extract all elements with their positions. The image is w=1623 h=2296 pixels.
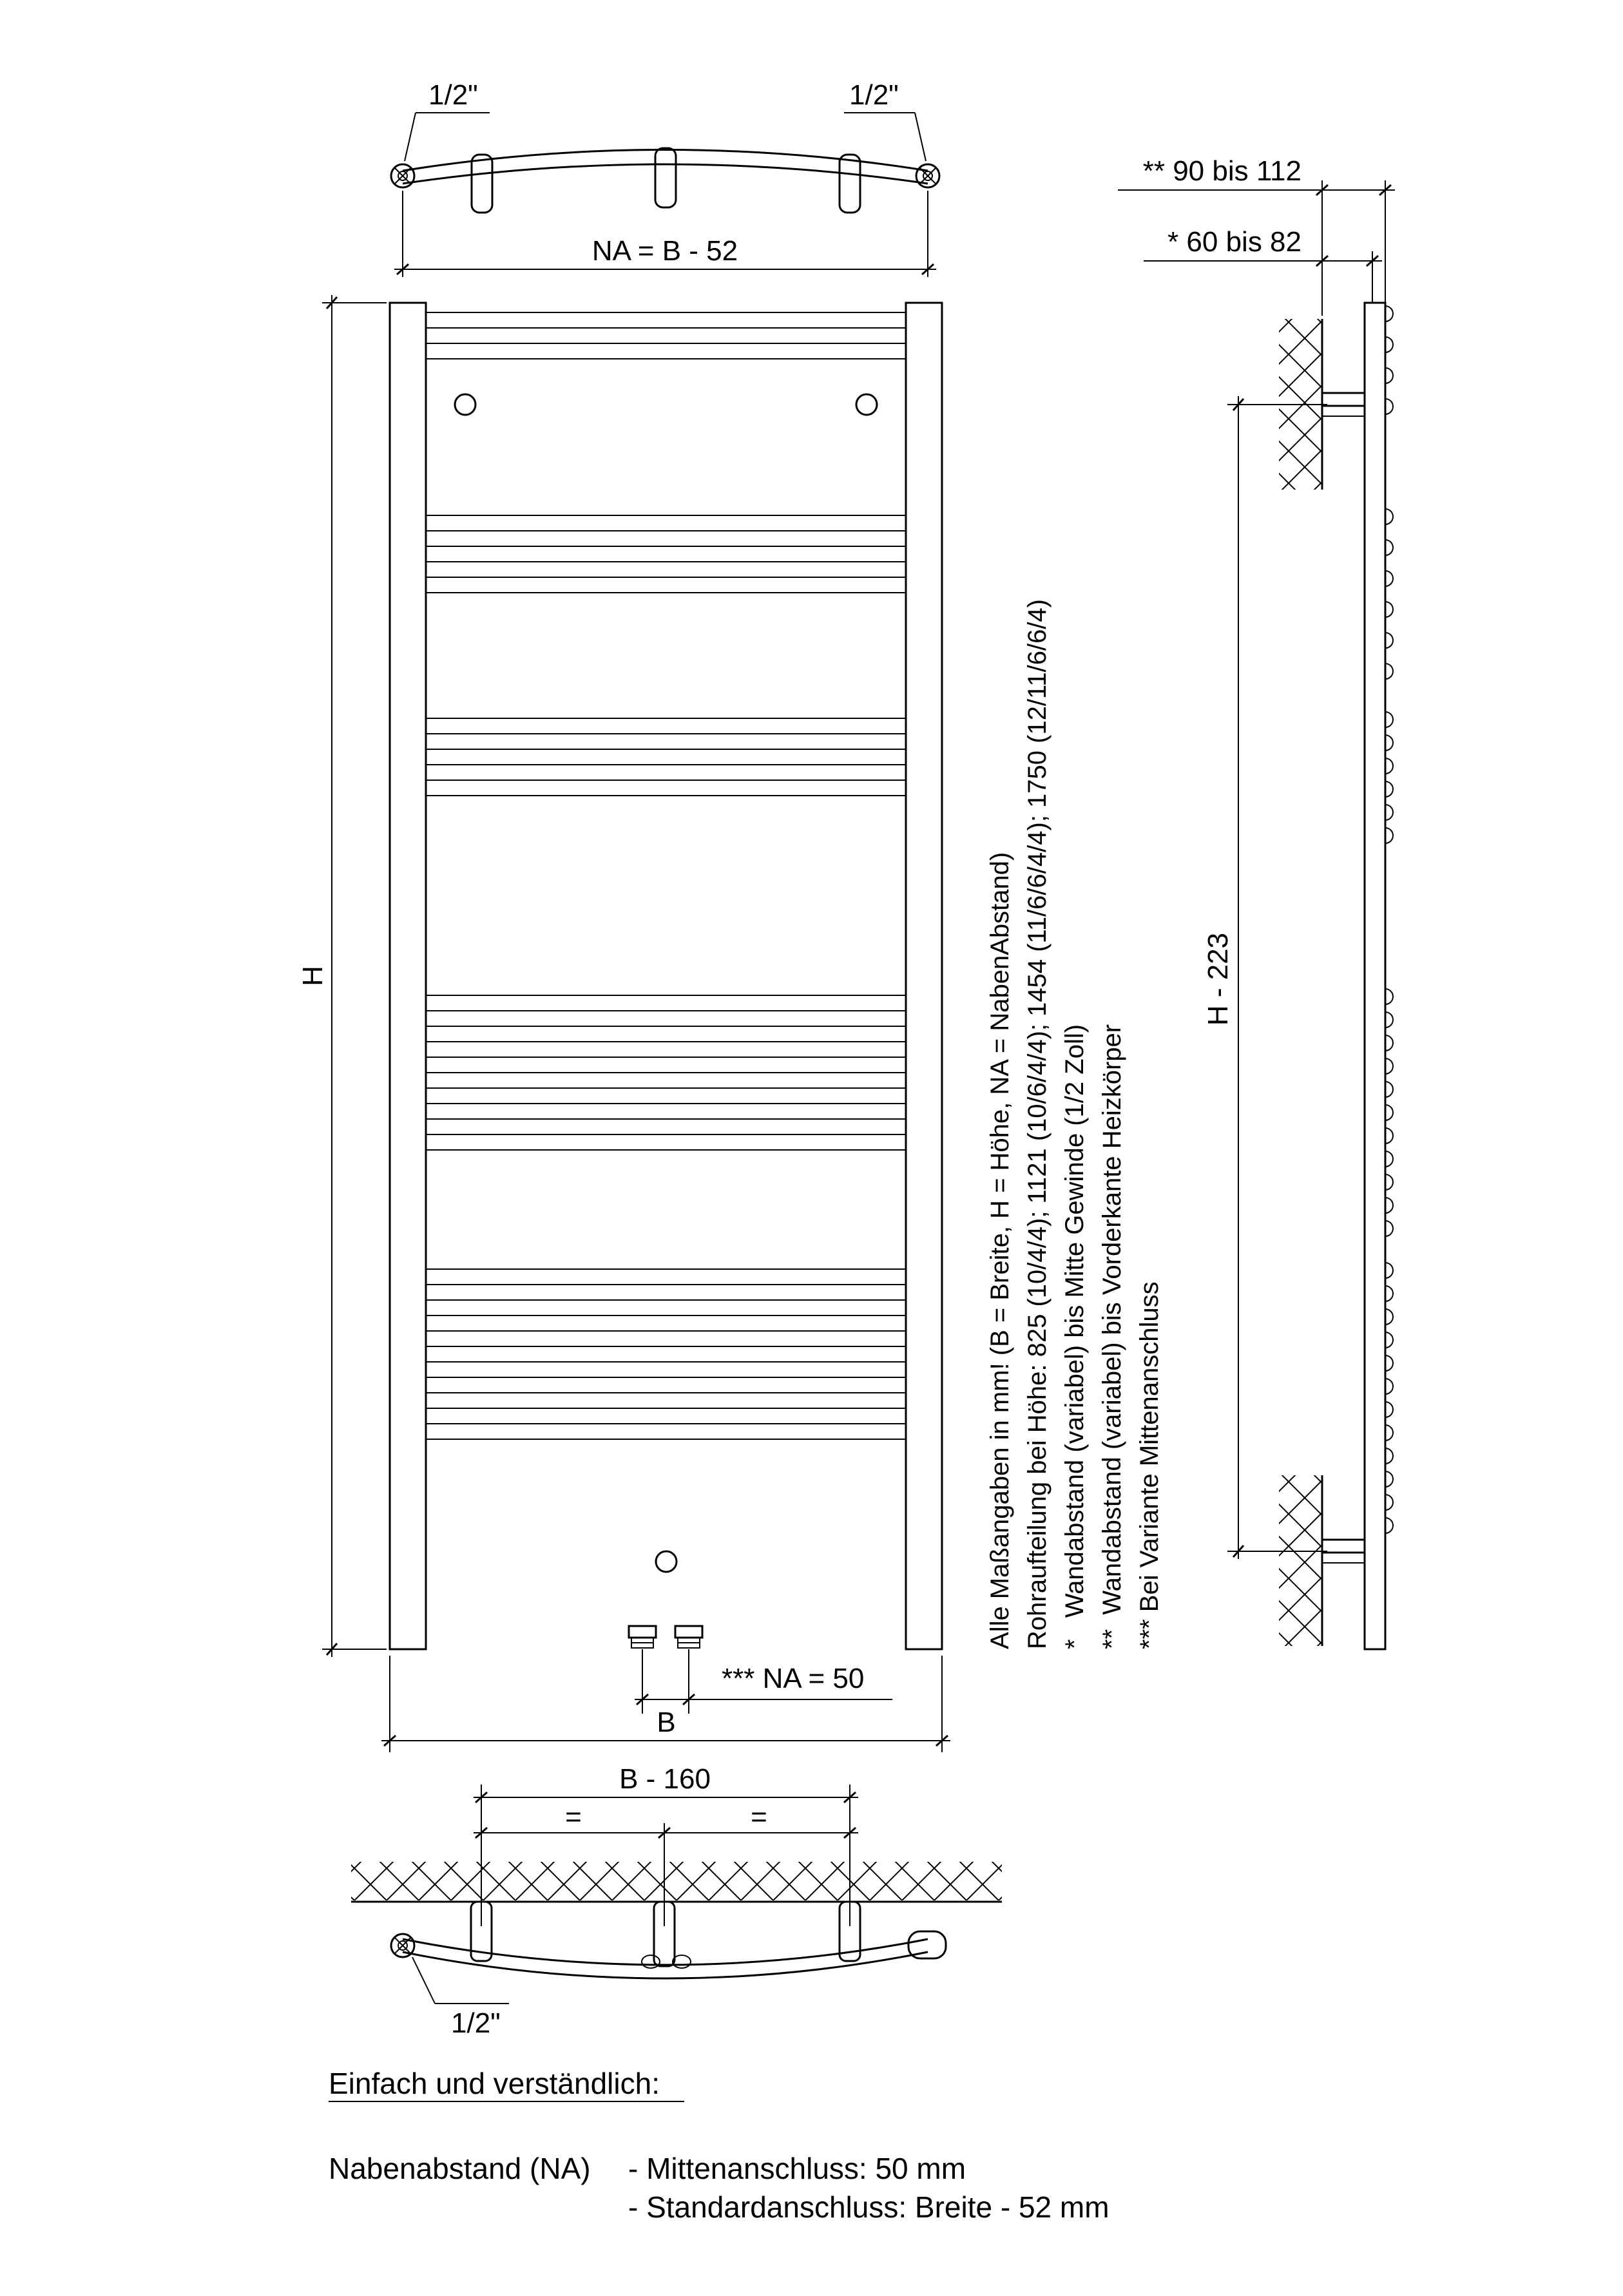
top-view <box>391 79 939 277</box>
bottom-thread-dim <box>412 1957 509 2039</box>
bottom-left-connector <box>391 1934 414 1957</box>
note-line-2: Rohraufteilung bei Höhe: 825 (10/4/4); 1121 (10/6/4/4); 1454 (11/6/6/4/4); 1750 (12/11/6/6/4) <box>1023 599 1052 1649</box>
side-height-label: H - 223 <box>1202 932 1234 1026</box>
note-line-3: * Wandabstand (variabel) bis Mitte Gewinde (1/2 Zoll) <box>1061 1024 1089 1649</box>
footer-legend <box>329 2067 1109 2224</box>
footer-heading: Einfach und verständlich: <box>329 2067 660 2100</box>
notes-block <box>986 599 1164 1649</box>
side-tube <box>1385 805 1393 820</box>
top-left-connector <box>391 164 414 187</box>
side-tube <box>1385 1332 1393 1348</box>
side-tube <box>1385 602 1393 617</box>
side-tube <box>1385 1286 1393 1301</box>
na-label: NA = B - 52 <box>591 235 738 267</box>
side-tube <box>1385 1198 1393 1213</box>
side-tube <box>1385 337 1393 352</box>
bottom-equal-right: = <box>751 1801 767 1833</box>
side-inner-dimension <box>1144 226 1382 303</box>
width-b-label: B <box>657 1707 676 1738</box>
crossbars <box>426 312 906 1439</box>
side-tube <box>1385 306 1393 321</box>
center-na-label: *** NA = 50 <box>722 1663 865 1694</box>
side-tube <box>1385 735 1393 751</box>
note-line-4: ** Wandabstand (variabel) bis Vorderkante Heizkörper <box>1098 1024 1126 1649</box>
side-tubes <box>1385 306 1393 1533</box>
side-tube <box>1385 1402 1393 1417</box>
footer-na-label: Nabenabstand (NA) <box>329 2152 591 2185</box>
side-tube <box>1385 1448 1393 1464</box>
side-tube <box>1385 540 1393 555</box>
front-view <box>297 295 950 1752</box>
bottom-equal-left: = <box>565 1801 582 1833</box>
bottom-width-label: B - 160 <box>619 1763 711 1795</box>
side-tube <box>1385 712 1393 727</box>
side-tube <box>1385 1174 1393 1190</box>
side-tube <box>1385 758 1393 774</box>
top-left-thread-dim <box>405 79 490 161</box>
side-tube <box>1385 1105 1393 1120</box>
side-tube <box>1385 1082 1393 1097</box>
top-right-thread-label: 1/2" <box>849 79 899 111</box>
wall-lower <box>1279 1475 1322 1646</box>
height-h-dimension <box>297 295 387 1657</box>
side-tube <box>1385 989 1393 1004</box>
side-tube <box>1385 1425 1393 1440</box>
side-tube <box>1385 368 1393 383</box>
side-tube <box>1385 828 1393 843</box>
center-na-dimension <box>635 1649 892 1714</box>
side-bottom-bracket <box>1322 1540 1365 1563</box>
side-tube <box>1385 1355 1393 1371</box>
side-tube <box>1385 1151 1393 1167</box>
note-line-5: *** Bei Variante Mittenanschluss <box>1135 1281 1164 1649</box>
side-tube <box>1385 664 1393 679</box>
height-h-label: H <box>297 966 329 986</box>
top-right-connector <box>916 164 939 187</box>
side-tube <box>1385 399 1393 414</box>
na-dimension <box>394 191 936 277</box>
side-outer-label: ** 90 bis 112 <box>1142 155 1301 187</box>
side-tube <box>1385 1012 1393 1028</box>
side-tube <box>1385 1518 1393 1533</box>
side-tube <box>1385 1471 1393 1487</box>
side-tube <box>1385 1221 1393 1236</box>
bottom-center-connector <box>656 1551 677 1572</box>
left-stile <box>390 303 426 1649</box>
note-line-1: Alle Maßangaben in mm! (B = Breite, H = Höhe, NA = NabenAbstand) <box>986 852 1014 1649</box>
bottom-thread-label: 1/2" <box>451 2007 501 2039</box>
side-inner-label: * 60 bis 82 <box>1167 226 1301 258</box>
side-tube <box>1385 509 1393 524</box>
side-tube <box>1385 1309 1393 1325</box>
width-b-dimension <box>381 1656 950 1752</box>
bottom-wall <box>351 1862 1002 1900</box>
top-wall-brackets <box>472 148 860 213</box>
side-tube <box>1385 1263 1393 1278</box>
side-stile <box>1365 303 1385 1649</box>
side-top-bracket <box>1322 393 1365 416</box>
center-connection-valves <box>629 1626 702 1648</box>
side-tube <box>1385 1128 1393 1143</box>
top-left-vent <box>455 394 475 415</box>
side-tube <box>1385 633 1393 648</box>
top-right-vent <box>856 394 877 415</box>
top-right-thread-dim <box>844 79 926 161</box>
side-tube <box>1385 571 1393 586</box>
side-height-dimension <box>1202 396 1327 1559</box>
side-tube <box>1385 781 1393 797</box>
side-tube <box>1385 1035 1393 1051</box>
side-tube <box>1385 1058 1393 1074</box>
right-stile <box>906 303 942 1649</box>
side-tube <box>1385 1495 1393 1510</box>
top-left-thread-label: 1/2" <box>428 79 478 111</box>
footer-line-2: - Standardanschluss: Breite - 52 mm <box>628 2190 1109 2224</box>
bottom-view <box>351 1763 1002 2039</box>
side-tube <box>1385 1379 1393 1394</box>
footer-line-1: - Mittenanschluss: 50 mm <box>628 2152 966 2185</box>
